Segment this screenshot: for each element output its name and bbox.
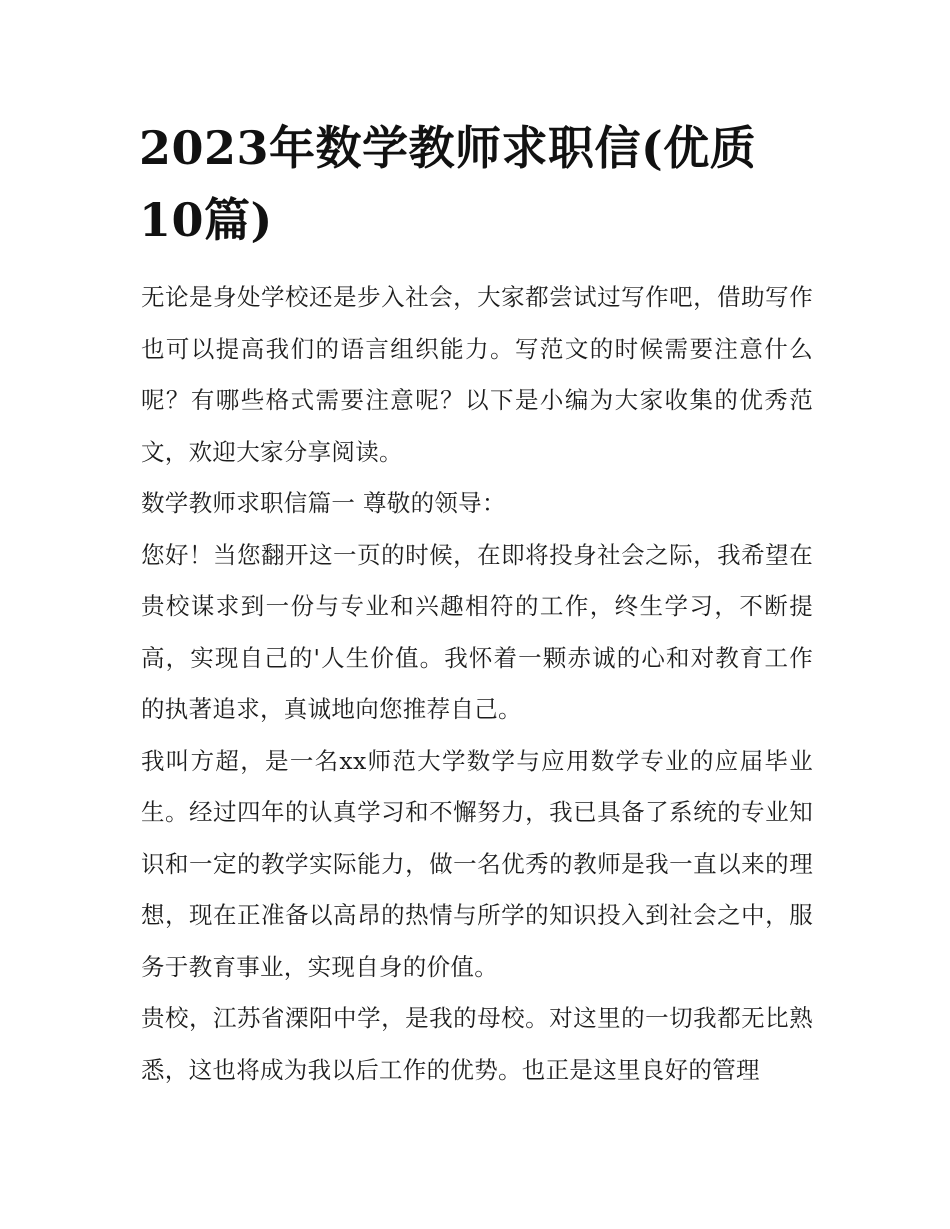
intro-paragraph: 无论是身处学校还是步入社会，大家都尝试过写作吧，借助写作也可以提高我们的语言组织能力。写范文的时候需要注意什么呢？有哪些格式需要注意呢？以下是小编为大家收集的优秀范文，欢迎大家分享阅读。 bbox=[141, 283, 813, 466]
section-heading-paragraph: 数学教师求职信篇一 尊敬的领导： bbox=[141, 489, 506, 517]
school-paragraph: 贵校，江苏省溧阳中学，是我的母校。对这里的一切我都无比熟悉，这也将成为我以后工作的优势。也正是这里良好的管理 bbox=[141, 1004, 813, 1084]
self-introduction-paragraph: 我叫方超，是一名xx师范大学数学与应用数学专业的应届毕业生。经过四年的认真学习和不懈努力，我已具备了系统的专业知识和一定的教学实际能力，做一名优秀的教师是我一直以来的理想，现在正准备以高昂的热情与所学的知识投入到社会之中，服务于教育事业，实现自身的价值。 bbox=[141, 746, 813, 981]
document-body bbox=[141, 272, 813, 1096]
document-title: 2023年数学教师求职信(优质10篇) bbox=[139, 121, 757, 247]
greeting-paragraph: 您好！当您翻开这一页的时候，在即将投身社会之际，我希望在贵校谋求到一份与专业和兴趣相符的工作，终生学习，不断提高，实现自己的'人生价值。我怀着一颗赤诚的心和对教育工作的执著追求，真诚地向您推荐自己。 bbox=[141, 540, 813, 723]
